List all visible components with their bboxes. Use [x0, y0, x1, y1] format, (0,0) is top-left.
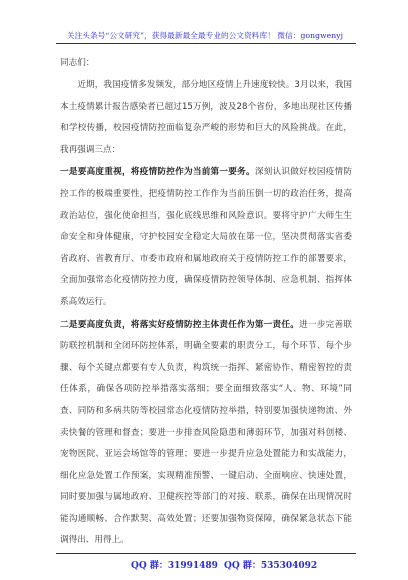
- qq-group-1: QQ 群：31991489: [131, 561, 218, 571]
- greeting: 同志们：: [60, 58, 95, 68]
- qq-group-2: QQ 群：535304092: [224, 561, 318, 571]
- point-2-heading: 二是要高度负责，将落实好疫情防控主体责任作为第一责任。: [60, 319, 300, 330]
- intro-text: 近期，我国疫情多发频发，部分地区疫情上升速度较快。3月以来，我国本土疫情累计报告感染者已超过15万例，波及28个省份，多地出现社区传播和学校传播，校园疫情防控面临复杂严峻的形势和巨大的风险挑战。在此，我再强调三点：: [60, 80, 352, 155]
- point-1-text: 深刻认识做好校园疫情防控工作的极端重要性，把疫情防控工作作为当前压倒一切的政治任务，提高政治站位，强化使命担当，强化底线思维和风险意识。要将守护广大师生生命安全和身体健康，守护校园安全稳定大局放在第一位，坚决贯彻落实省委省政府、省教育厅、市委市政府和属地政府关于疫情防控工作的部署要求，全面加强常态化疫情防控力度，确保疫情防控领导体制、应急机制、指挥体系高效运行。: [60, 167, 352, 307]
- footer-divider: [56, 553, 356, 554]
- point-1-heading: 一是要高度重视，将疫情防控作为当前第一要务。: [60, 167, 255, 178]
- point-2-text: 进一步完善联防联控机制和全闭环防控体系，明确全要素的职责分工，每个环节、每个步骤、每个关键点都要有专人负责，构筑统一指挥、紧密协作、精密智控的责任体系，确保各项防控举措落实落细；要全面细致落实“人、物、环境”同查、同防和多病共防等校园常态化疫情防控举措，特别要加强快递物流、外卖快餐的管理和督查；要进一步排查风险隐患和薄弱环节，加强对科创楼、宠物医院、亚运会场馆等的管理；要进一步提升应急处置能力和实战能力，细化应急处置工作预案，实现精准预警、一键启动、全面响应、快速处置，同时要加强与属地政府、卫健疾控等部门的对接、联系，确保在出现情况时能沟通顺畅、合作默契、高效处置；还要加强物资保障，确保紧急状态下能调得出、用得上。: [60, 319, 352, 546]
- document-body: [60, 56, 352, 552]
- point-2-paragraph: [60, 315, 352, 553]
- header-banner: 关注头条号“公文研究”，获得最新最全最专业的公文资料库！ 微信：gongwenyj: [66, 31, 344, 40]
- header-divider: [56, 43, 356, 44]
- intro-paragraph: [60, 75, 352, 161]
- point-1-paragraph: [60, 162, 352, 313]
- footer: [56, 556, 356, 572]
